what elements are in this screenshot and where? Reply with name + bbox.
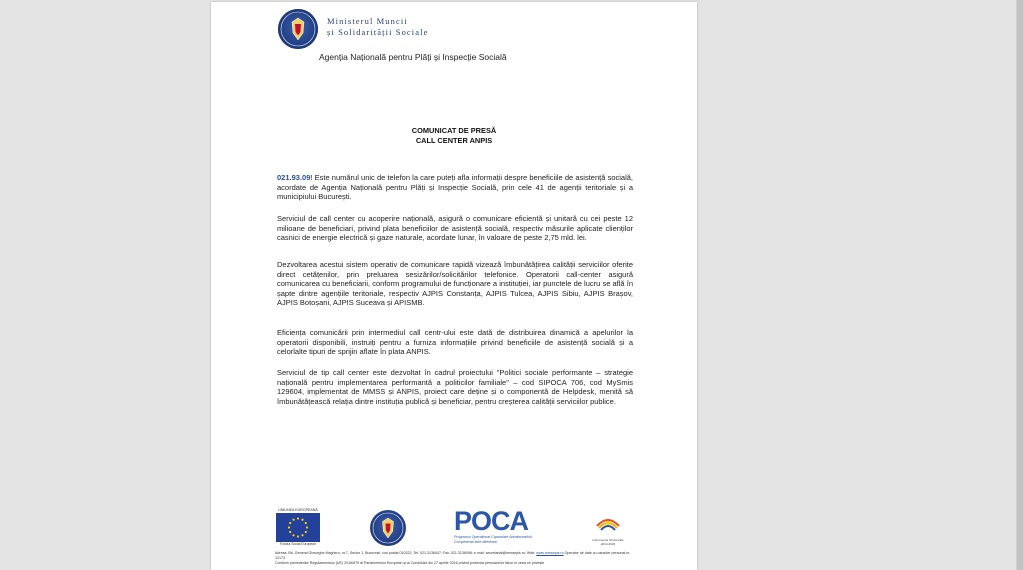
structural-instruments-logo [591, 512, 625, 546]
eu-star-icon [289, 522, 291, 524]
ministry-name [327, 16, 428, 38]
eu-star-icon [292, 519, 294, 521]
footer-logos [211, 508, 697, 550]
eu-logo-bottom-text: Fondul Social European [279, 542, 317, 546]
romanian-government-crest-icon [278, 9, 318, 49]
eu-star-icon [306, 526, 308, 528]
eu-star-icon [292, 534, 294, 536]
eu-star-icon [297, 535, 299, 537]
document-page [211, 2, 697, 570]
paragraph-3: Dezvoltarea acestui sistem operativ de comunicare rapidă vizează îmbunătățirea calității serviciilor oferite direct cetățenilor, prin preluarea sesizărilor/solicitărilor telefonice. Operatorii call-center asigură comunicarea cu beneficiarii, conform programului de funcționare a instituției, iar punctele de lucru se află în șapte dintre agențiile teritoriale, respectiv AJPIS Constanța, AJPIS Tulcea, AJPIS Sibiu, AJPIS Brașov, AJPIS Botoșani, AJPIS Suceava și APISMB. [277, 260, 633, 308]
ministry-line-1: Ministerul Muncii [327, 16, 408, 26]
paragraph-1-text: ! Este numărul unic de telefon la care puteți afla informații despre beneficiile de asistență socială, acordate de Agenția Națională pentru Plăți și Inspecție Socială, prin cele 41 de agenții teritoriale și a municipiului București. [277, 173, 633, 202]
address-line-1: Adresa: Bd. General Gheorghe Magheru, nr.7, Sector 1, București, cod poștal 010322; Tel: 021.3136047; Fax: 021.3136098; e-mail: secretariat@mmanpis.ro; Web: [275, 551, 536, 555]
structural-instruments-text: Instrumente Structurale 2014-2020 [592, 538, 624, 546]
phone-number: 021.93.09 [277, 173, 311, 182]
poca-slogan: Competența face diferența! [454, 539, 498, 544]
gdpr-notice: Conform prevederilor Regulamentului (UE) 2016/679 al Parlamentului European și al Consiliului din 27 aprilie 2016 privind protecția persoanelor fizice în ceea ce privește [275, 561, 545, 565]
address-line-2: Operator de date cu caracter personal nr. 12173 [275, 551, 631, 560]
eu-star-icon [288, 526, 290, 528]
viewer-scrollbar[interactable] [1016, 0, 1024, 570]
eu-star-icon [297, 517, 299, 519]
eu-flag-icon [276, 513, 320, 542]
structural-instruments-icon [591, 512, 625, 534]
eu-star-icon [305, 522, 307, 524]
eu-logo-top-text: UNIUNEA EUROPEANĂ [278, 508, 318, 512]
eu-star-icon [301, 519, 303, 521]
paragraph-1 [277, 173, 633, 202]
poca-logo [454, 508, 548, 548]
agency-name: Agenția Națională pentru Plăți și Inspecție Socială [319, 52, 507, 62]
footer-address [275, 551, 635, 566]
press-release-subtitle: CALL CENTER ANPIS [415, 136, 493, 145]
ministry-line-2: și Solidarității Sociale [327, 27, 429, 37]
paragraph-5: Serviciul de tip call center este dezvoltat în cadrul proiectului "Politici sociale performante – strategie națională pentru implementarea performantă a politicilor familiale" – cod SIPOCA 706, cod MySmis 129604, implementat de MMSS și ANPIS, proiect care deține și o componentă de Helpdesk, menită să îmbunătățească relația dintre instituția publică și beneficiar, pentru creșterea calității serviciilor publice. [277, 368, 633, 406]
eu-star-icon [289, 531, 291, 533]
poca-wordmark: POCA [454, 506, 529, 536]
press-release-title: COMUNICAT DE PRESĂ [411, 126, 497, 135]
paragraph-4: Eficiența comunicării prin intermediul call centr-ului este dată de distribuirea dinamică a apelurilor la operatorii disponibili, instruiți pentru a furniza informațiile privind beneficiile de asistență socială și a celorlalte tipuri de sprijin aflate în plata ANPIS. [277, 328, 633, 357]
poca-subtitle: Programul Operațional Capacitate Administrativă [454, 535, 532, 539]
eu-star-icon [305, 531, 307, 533]
paragraph-2: Serviciul de call center cu acoperire națională, asigură o comunicare eficientă și unitară cu cei peste 12 milioane de beneficiari, privind plata beneficiilor de asistență socială, respectiv măsurile aplicate clienților casnici de energie electrică și gaze naturale, acordate lunar, în valoare de peste 2,75 mld. lei. [277, 214, 633, 243]
government-logo-icon [370, 510, 406, 546]
eu-star-icon [301, 534, 303, 536]
eu-logo [275, 508, 321, 546]
scrollbar-thumb[interactable] [1017, 0, 1023, 570]
website-link[interactable]: www.mmanpis.ro [536, 551, 564, 555]
